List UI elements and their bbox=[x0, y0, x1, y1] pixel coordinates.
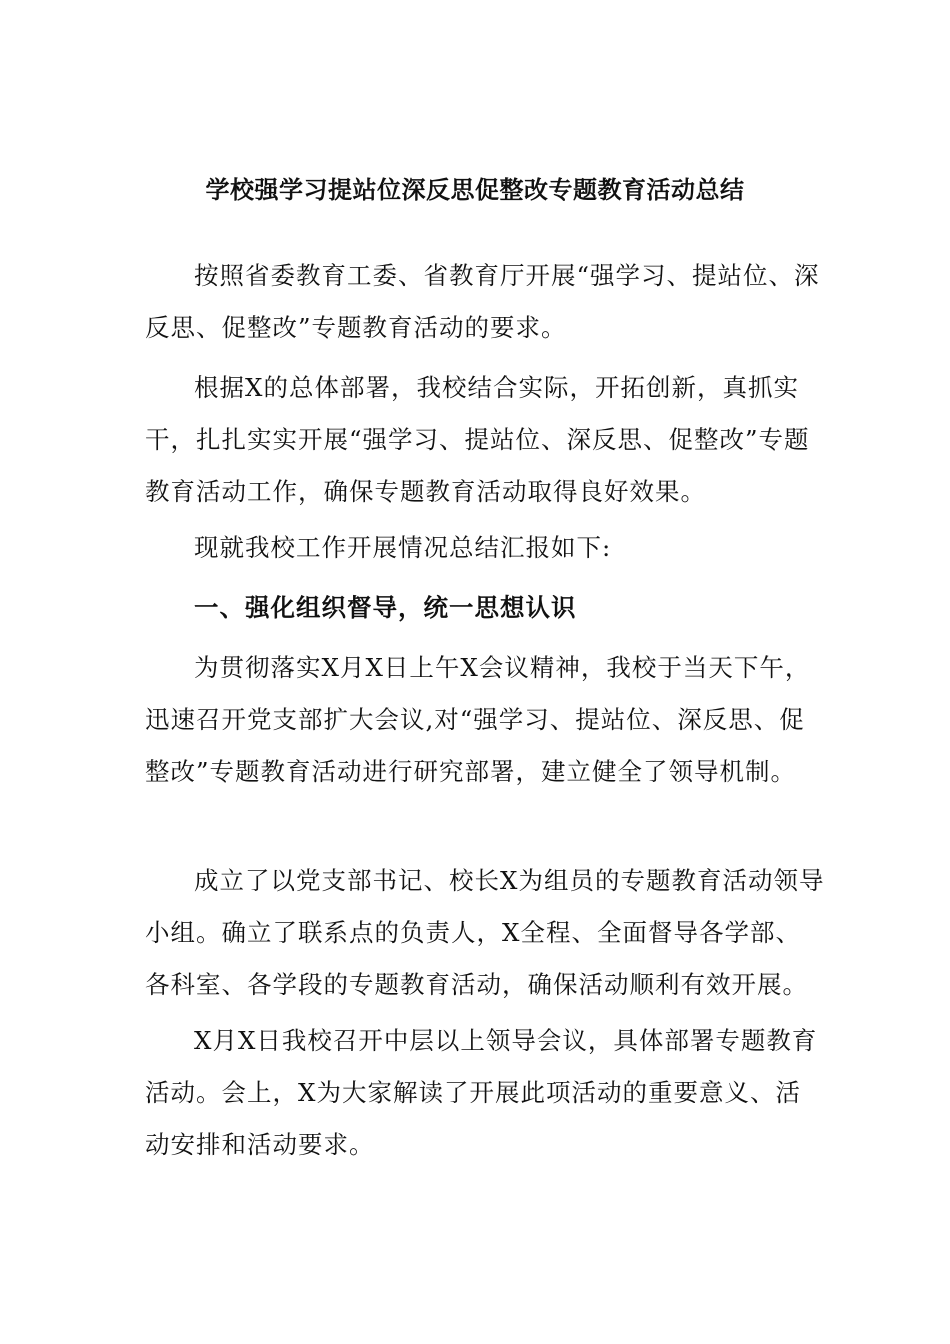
paragraph-leadership-group bbox=[145, 855, 825, 1011]
paragraph-middle-meeting bbox=[145, 1015, 825, 1171]
paragraph: 为贯彻落实X月X日上午X会议精神，我校于当天下午，迅速召开党支部扩大会议,对“强学习、提站位、深反思、促整改”专题教育活动进行研究部署，建立健全了领导机制。 bbox=[145, 653, 811, 786]
section-heading-text: 一、强化组织督导，统一思想认识 bbox=[194, 593, 577, 622]
paragraph: 按照省委教育工委、省教育厅开展“强学习、提站位、深反思、促整改”专题教育活动的要求。 bbox=[145, 261, 820, 342]
paragraph-intro bbox=[145, 250, 825, 354]
paragraph-summary-lead bbox=[145, 522, 825, 574]
paragraph-deployment bbox=[145, 362, 825, 518]
paragraph: 根据X的总体部署，我校结合实际，开拓创新，真抓实干，扎扎实实开展“强学习、提站位、深反思、促整改”专题教育活动工作，确保专题教育活动取得良好效果。 bbox=[145, 373, 810, 506]
section-heading bbox=[145, 582, 825, 634]
paragraph: 现就我校工作开展情况总结汇报如下: bbox=[194, 533, 612, 562]
paragraph-meeting bbox=[145, 642, 825, 798]
document-title: 学校强学习提站位深反思促整改专题教育活动总结 bbox=[205, 175, 745, 204]
paragraph: 成立了以党支部书记、校长X为组员的专题教育活动领导小组。确立了联系点的负责人，X全程、全面督导各学部、各科室、各学段的专题教育活动，确保活动顺利有效开展。 bbox=[145, 866, 825, 999]
paragraph: X月X日我校召开中层以上领导会议，具体部署专题教育活动。会上，X为大家解读了开展此项活动的重要意义、活动安排和活动要求。 bbox=[145, 1026, 818, 1159]
